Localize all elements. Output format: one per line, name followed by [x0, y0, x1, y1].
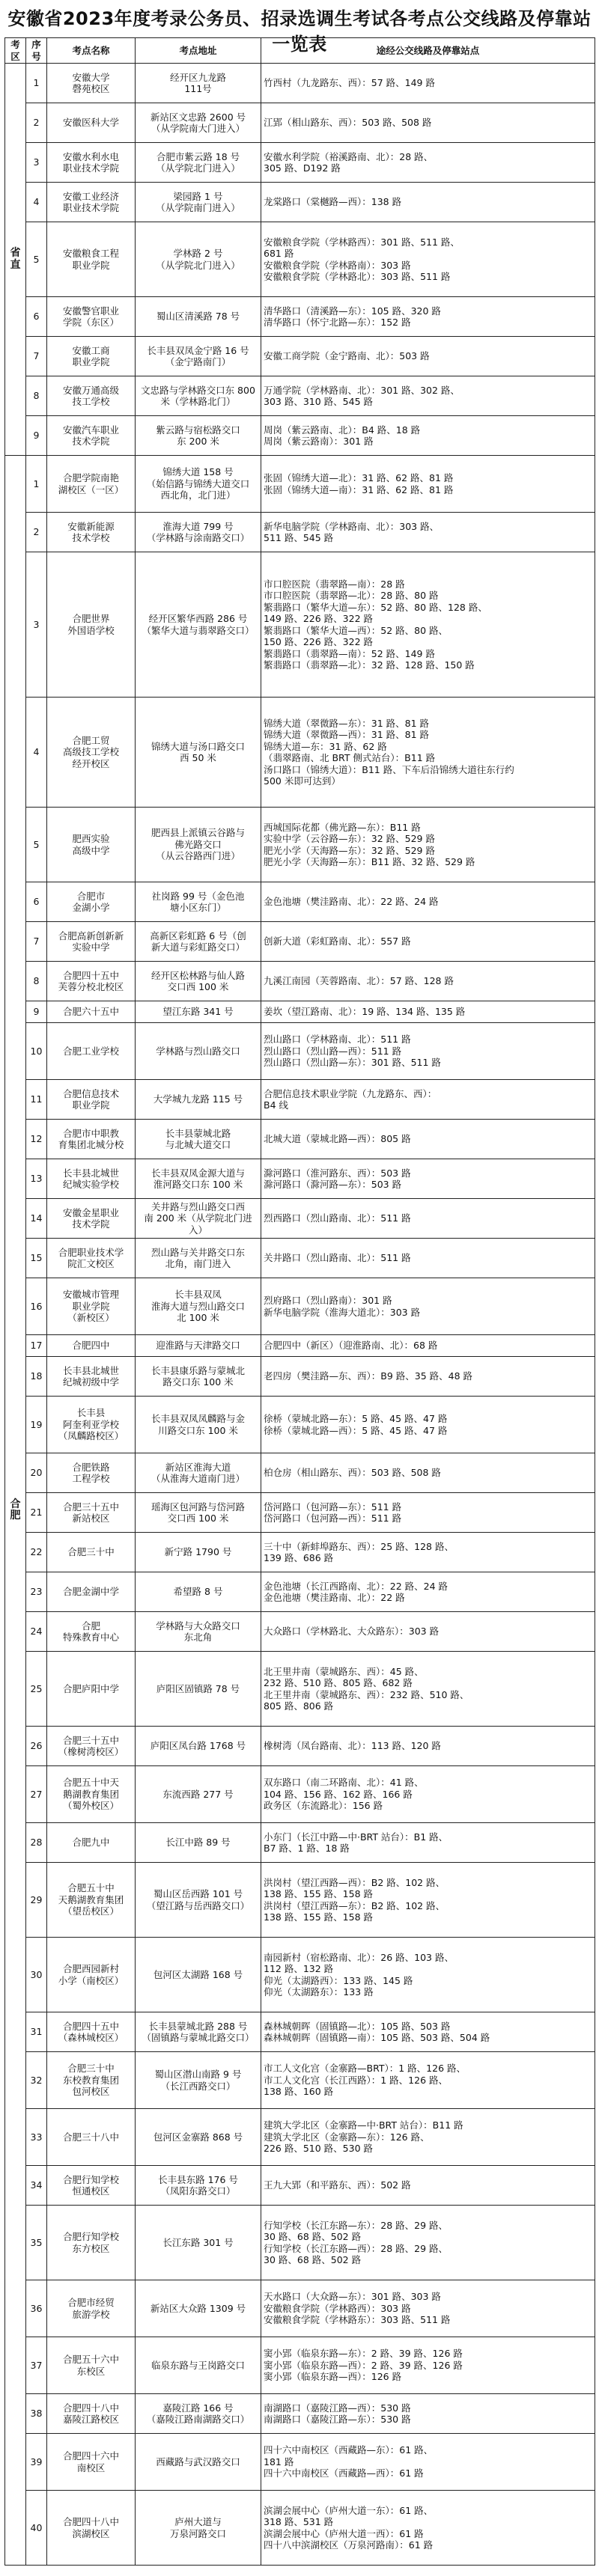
venue-address-cell: 包河区太湖路 168 号 — [136, 1938, 261, 2012]
venue-address-cell: 长丰县蒙城北路 288 号 （固镇路与蒙城北路交口） — [136, 2012, 261, 2052]
table-row — [5, 1239, 595, 1278]
venue-address-cell: 长丰县蒙城北路 与北城大道交口 — [136, 1120, 261, 1159]
bus-route-cell: 行知学校（长江东路—东）：28 路、29 路、 30 路、68 路、502 路 行知学校（长江东路—西）：28 路、29 路、 30 路、68 路、502 路 — [261, 2206, 595, 2280]
table-row — [5, 2166, 595, 2206]
seq-cell: 23 — [26, 1572, 47, 1612]
venue-name-cell: 安徽金星职业 技术学院 — [47, 1199, 136, 1239]
venue-name-cell: 安徽汽车职业 技术学院 — [47, 416, 136, 456]
bus-route-cell: 南湖路口（嘉陵江路—西）：530 路 南湖路口（嘉陵江路—东）：530 路 — [261, 2394, 595, 2434]
seq-cell: 36 — [26, 2280, 47, 2337]
bus-route-cell: 北王里井南（蒙城路东、西）：45 路、 232 路、510 路、805 路、682 路 北王里井南（蒙城路东、西）：232 路、510 路、 805 路、806 路 — [261, 1652, 595, 1727]
table-row — [5, 1823, 595, 1863]
bus-route-cell: 安徽水利学院（裕溪路南、北）：28 路、 305 路、D192 路 — [261, 143, 595, 183]
venue-address-cell: 庐州大道与 万泉河路交口 — [136, 2491, 261, 2566]
venue-address-cell: 学林路与烈山路交口 — [136, 1023, 261, 1080]
header-addr: 考点地址 — [136, 38, 261, 64]
venue-address-cell: 望江东路 341 号 — [136, 1001, 261, 1023]
venue-name-cell: 合肥西园新村 小学（南校区） — [47, 1938, 136, 2012]
seq-cell: 9 — [26, 1001, 47, 1023]
header-name: 考点名称 — [47, 38, 136, 64]
bus-route-cell: 岱河路口（包河路—东）：511 路 岱河路口（包河路—西）：511 路 — [261, 1493, 595, 1533]
seq-cell: 32 — [26, 2052, 47, 2109]
bus-route-cell: 三十中（新蚌埠路东、西）：25 路、128 路、 139 路、686 路 — [261, 1533, 595, 1572]
seq-cell: 21 — [26, 1493, 47, 1533]
table-row — [5, 922, 595, 962]
table-row — [5, 2337, 595, 2394]
venue-address-cell: 社岗路 99 号（金色池 塘小区东门） — [136, 882, 261, 922]
table-row — [5, 64, 595, 103]
venue-name-cell: 合肥 特殊教育中心 — [47, 1612, 136, 1652]
table-row — [5, 513, 595, 552]
venue-name-cell: 合肥三十五中 新站校区 — [47, 1493, 136, 1533]
venue-address-cell: 经开区九龙路 111号 — [136, 64, 261, 103]
region-cell: 省直 — [5, 64, 26, 456]
venue-address-cell: 经开区繁华西路 286 号 （繁华大道与翡翠路交口） — [136, 552, 261, 698]
bus-route-cell: 天水路口（大众路—东）：301 路、303 路 安徽粮食学院（学林路西）：303 路 安徽粮食学院（学林路东）：303 路、511 路 — [261, 2280, 595, 2337]
bus-route-cell: 周岗（紫云路南、北）：B4 路、18 路 周岗（紫云路南）：301 路 — [261, 416, 595, 456]
seq-cell: 5 — [26, 222, 47, 297]
venue-name-cell: 安徽城市管理 职业学院 （新校区） — [47, 1278, 136, 1335]
bus-route-cell: 建筑大学北区（金寨路—中·BRT 站台）：B11 路 建筑大学北区（金寨路—东）：126 路、 226 路、510 路、530 路 — [261, 2109, 595, 2166]
venue-name-cell: 合肥四十八中 嘉陵江路校区 — [47, 2394, 136, 2434]
bus-route-cell: 姜坎（望江路南、北）：19 路、134 路、135 路 — [261, 1001, 595, 1023]
table-row — [5, 808, 595, 882]
venue-address-cell: 蜀山区潜山南路 9 号 （长江西路交口） — [136, 2052, 261, 2109]
bus-route-cell: 滨湖会展中心（庐州大道一东）：61 路、 318 路、531 路 滨湖会展中心（庐州大道一西）：61 路 四十八中滨湖校区（万泉河路南）：61 路 — [261, 2491, 595, 2566]
table-row — [5, 1397, 595, 1453]
venue-name-cell: 合肥四十六中 南校区 — [47, 2434, 136, 2491]
venue-name-cell: 合肥工贸 高级技工学校 经开校区 — [47, 698, 136, 808]
venue-address-cell: 大学城九龙路 115 号 — [136, 1080, 261, 1120]
venue-name-cell: 安徽水利水电 职业技术学院 — [47, 143, 136, 183]
bus-route-cell: 张固（锦绣大道—北）：31 路、62 路、81 路 张固（锦绣大道—南）：31 路、62 路、81 路 — [261, 456, 595, 513]
bus-route-cell: 金色池塘（樊洼路南、北）：22 路、24 路 — [261, 882, 595, 922]
seq-cell: 7 — [26, 337, 47, 376]
seq-cell: 31 — [26, 2012, 47, 2052]
seq-cell: 2 — [26, 513, 47, 552]
seq-cell: 4 — [26, 698, 47, 808]
seq-cell: 14 — [26, 1199, 47, 1239]
venue-address-cell: 长丰县双凤 淮海大道与烈山路交口 北 100 米 — [136, 1278, 261, 1335]
venue-name-cell: 合肥庐阳中学 — [47, 1652, 136, 1727]
venue-address-cell: 淮海大道 799 号 （学林路与涂南路交口） — [136, 513, 261, 552]
venue-name-cell: 合肥五十六中 东校区 — [47, 2337, 136, 2394]
table-row — [5, 962, 595, 1001]
venue-name-cell: 合肥市经贸 旅游学校 — [47, 2280, 136, 2337]
venue-name-cell: 长丰县 阿奎利亚学校 （凤麟路校区） — [47, 1397, 136, 1453]
bus-route-cell: 烈山路口（学林路南、北）：511 路 烈山路口（烈山路—西）：511 路 烈山路口（烈山路—东）：301 路、511 路 — [261, 1023, 595, 1080]
table-row — [5, 1938, 595, 2012]
table-row — [5, 1080, 595, 1120]
venue-name-cell: 合肥学院南艳 湖校区（一区） — [47, 456, 136, 513]
venue-name-cell: 安徽工商 职业学院 — [47, 337, 136, 376]
venue-address-cell: 长丰县双凤金源大道与 淮河路交口东 100 米 — [136, 1159, 261, 1199]
seq-cell: 17 — [26, 1335, 47, 1357]
seq-cell: 18 — [26, 1357, 47, 1397]
bus-route-cell: 合肥四中（新区）（迎淮路南、北）：68 路 — [261, 1335, 595, 1357]
seq-cell: 39 — [26, 2434, 47, 2491]
seq-cell: 4 — [26, 183, 47, 222]
bus-route-cell: 四十六中南校区（西藏路—东）：61 路、 181 路 四十六中南校区（西藏路—西）：61 路 — [261, 2434, 595, 2491]
table-row — [5, 416, 595, 456]
venue-name-cell: 合肥六十五中 — [47, 1001, 136, 1023]
venue-name-cell: 安徽医科大学 — [47, 103, 136, 143]
table-row — [5, 2052, 595, 2109]
bus-route-cell: 竹西村（九龙路东、西）：57 路、149 路 — [261, 64, 595, 103]
venue-address-cell: 新站区文忠路 2600 号 （从学院南大门进入） — [136, 103, 261, 143]
bus-route-cell: 九溪江南园（芙蓉路南、北）：57 路、128 路 — [261, 962, 595, 1001]
venue-address-cell: 梁园路 1 号 （从学院南门进入） — [136, 183, 261, 222]
table-row — [5, 1199, 595, 1239]
bus-route-cell: 烈府路口（烈山路南）：301 路 新华电脑学院（淮海大道北）：303 路 — [261, 1278, 595, 1335]
seq-cell: 35 — [26, 2206, 47, 2280]
venue-name-cell: 安徽大学 磬苑校区 — [47, 64, 136, 103]
seq-cell: 40 — [26, 2491, 47, 2566]
venue-address-cell: 紫云路与宿松路交口 东 200 米 — [136, 416, 261, 456]
seq-cell: 33 — [26, 2109, 47, 2166]
venue-name-cell: 安徽工业经济 职业技术学院 — [47, 183, 136, 222]
bus-route-cell: 金色池塘（长江西路南、北）：22 路、24 路 金色池塘（樊洼路南、北）：22 路 — [261, 1572, 595, 1612]
seq-cell: 12 — [26, 1120, 47, 1159]
venue-name-cell: 合肥信息技术 职业学院 — [47, 1080, 136, 1120]
venue-name-cell: 合肥九中 — [47, 1823, 136, 1863]
venue-address-cell: 高新区彩虹路 6 号（创 新大道与彩虹路交口） — [136, 922, 261, 962]
table-row — [5, 1159, 595, 1199]
venue-address-cell: 锦绣大道与汤口路交口 西 50 米 — [136, 698, 261, 808]
table-row — [5, 183, 595, 222]
venue-name-cell: 长丰县北城世 纪城实验学校 — [47, 1159, 136, 1199]
seq-cell: 37 — [26, 2337, 47, 2394]
venue-name-cell: 安徽警官职业 学院（东区） — [47, 297, 136, 337]
bus-route-cell: 徐桥（蒙城北路—东）：5 路、45 路、47 路 徐桥（蒙城北路—西）：5 路、45 路、47 路 — [261, 1397, 595, 1453]
venue-address-cell: 新宁路 1790 号 — [136, 1533, 261, 1572]
venue-address-cell: 长丰县双凤凤麟路与金 川路交口东 100 米 — [136, 1397, 261, 1453]
table-row — [5, 1001, 595, 1023]
bus-route-cell: 窦小郢（临泉东路—东）：2 路、39 路、126 路 窦小郢（临泉东路—西）：2 路、39 路、126 路 窦小郢（临泉东路—西）：126 路 — [261, 2337, 595, 2394]
seq-cell: 25 — [26, 1652, 47, 1727]
venue-name-cell: 合肥市中职教 育集团北城分校 — [47, 1120, 136, 1159]
venue-name-cell: 合肥五十中 天鹅湖教育集团 （望岳校区） — [47, 1863, 136, 1938]
venue-name-cell: 合肥行知学校 恒通校区 — [47, 2166, 136, 2206]
table-row — [5, 1863, 595, 1938]
venue-address-cell: 西藏路与武汉路交口 — [136, 2434, 261, 2491]
bus-route-cell: 锦绣大道（翠微路—东）：31 路、81 路 锦绣大道（翠微路—西）：31 路、81 路 锦绣大道—东：31 路、62 路 （翡翠路南、北 BRT 侧式站台）：B11 路 汤口路口（锦绣大道）：B11 路、下车后沿锦绣大道往东行约 500 米即可达到） — [261, 698, 595, 808]
venue-address-cell: 锦绣大道 158 号 （始信路与锦绣大道交口 西北角，北门进） — [136, 456, 261, 513]
bus-route-cell: 北城大道（蒙城北路—西）：805 路 — [261, 1120, 595, 1159]
venue-address-cell: 学林路与大众路交口 东北角 — [136, 1612, 261, 1652]
table-row — [5, 456, 595, 513]
bus-route-cell: 清华路口（清溪路—东）：105 路、320 路 清华路口（怀宁北路—东）：152 路 — [261, 297, 595, 337]
venue-name-cell: 合肥行知学校 东方校区 — [47, 2206, 136, 2280]
venue-address-cell: 迎淮路与天津路交口 — [136, 1335, 261, 1357]
venue-address-cell: 临泉东路与王岗路交口 — [136, 2337, 261, 2394]
table-row — [5, 2012, 595, 2052]
venue-address-cell: 文忠路与学林路交口东 800 米（学林路北门） — [136, 376, 261, 416]
venue-address-cell: 庐阳区固镇路 78 号 — [136, 1652, 261, 1727]
table-row — [5, 2394, 595, 2434]
seq-cell: 22 — [26, 1533, 47, 1572]
table-row — [5, 2491, 595, 2566]
bus-route-cell: 创新大道（彩虹路南、北）：557 路 — [261, 922, 595, 962]
venue-address-cell: 嘉陵江路 166 号 （嘉陵江路南湖路交口） — [136, 2394, 261, 2434]
seq-cell: 3 — [26, 552, 47, 698]
bus-route-cell: 万通学院（学林路南、北）：301 路、302 路、 303 路、310 路、545 路 — [261, 376, 595, 416]
bus-route-cell: 关井路口（烈山路南、北）：511 路 — [261, 1239, 595, 1278]
table-row — [5, 2206, 595, 2280]
header-region: 考区 — [5, 38, 26, 64]
seq-cell: 27 — [26, 1766, 47, 1823]
seq-cell: 6 — [26, 297, 47, 337]
venue-name-cell: 合肥三十中 东校教育集团 包河校区 — [47, 2052, 136, 2109]
table-row — [5, 337, 595, 376]
bus-route-cell: 老四房（樊洼路—东、西）：B9 路、35 路、48 路 — [261, 1357, 595, 1397]
seq-cell: 24 — [26, 1612, 47, 1652]
venue-address-cell: 烈山路与关井路交口东 北角，南门进入 — [136, 1239, 261, 1278]
venue-address-cell: 新站区淮海大道 （从淮海大道南门进） — [136, 1453, 261, 1493]
venue-name-cell: 合肥高新创新新 实验中学 — [47, 922, 136, 962]
table-row — [5, 698, 595, 808]
seq-cell: 9 — [26, 416, 47, 456]
bus-route-cell: 市工人文化宫（金寨路—BRT）：1 路、126 路、 市工人文化宫（长江西路）：1 路、126 路、 138 路、160 路 — [261, 2052, 595, 2109]
seq-cell: 11 — [26, 1080, 47, 1120]
venue-address-cell: 肥西县上派镇云谷路与 佛光路交口 （从云谷路西门进） — [136, 808, 261, 882]
venue-address-cell: 包河区金寨路 868 号 — [136, 2109, 261, 2166]
venue-address-cell: 长丰县康乐路与蒙城北 路交口东 100 米 — [136, 1357, 261, 1397]
table-row — [5, 376, 595, 416]
page-title: 安徽省2023年度考录公务员、招录选调生考试各考点公交线路及停靠站一览表 — [7, 8, 592, 55]
seq-cell: 28 — [26, 1823, 47, 1863]
table-row — [5, 552, 595, 698]
seq-cell: 30 — [26, 1938, 47, 2012]
venue-name-cell: 合肥金湖中学 — [47, 1572, 136, 1612]
seq-cell: 10 — [26, 1023, 47, 1080]
seq-cell: 2 — [26, 103, 47, 143]
table-row — [5, 1357, 595, 1397]
venue-name-cell: 合肥铁路 工程学校 — [47, 1453, 136, 1493]
bus-route-cell: 烈西路口（烈山路南、北）：511 路 — [261, 1199, 595, 1239]
venue-name-cell: 安徽粮食工程 职业学院 — [47, 222, 136, 297]
venue-name-cell: 合肥四中 — [47, 1335, 136, 1357]
venue-name-cell: 合肥四十五中 芙蓉分校北校区 — [47, 962, 136, 1001]
seq-cell: 34 — [26, 2166, 47, 2206]
bus-route-cell: 安徽工商学院（金宁路南、北）：503 路 — [261, 337, 595, 376]
table-body — [5, 64, 595, 2566]
seq-cell: 13 — [26, 1159, 47, 1199]
table-row — [5, 297, 595, 337]
venue-address-cell: 蜀山区岳西路 101 号 （望江路与岳西路交口） — [136, 1863, 261, 1938]
bus-route-cell: 滁河路口（淮河路东、西）：503 路 滁河路口（滁河路—东）：503 路 — [261, 1159, 595, 1199]
table-row — [5, 1766, 595, 1823]
venue-address-cell: 瑶海区包河路与岱河路 交口西 100 米 — [136, 1493, 261, 1533]
venue-address-cell: 长江东路 301 号 — [136, 2206, 261, 2280]
bus-route-cell: 市口腔医院（翡翠路—南）：28 路 市口腔医院（翡翠路—北）：28 路、80 路 繁翡路口（繁华大道—东）：52 路、80 路、128 路、 149 路、226 路、322 路 繁翡路口（繁华大道—西）：52 路、80 路、 150 路、226 路、322 路 繁翡路口（翡翠路—南）：52 路、149 路 繁翡路口（翡翠路—北）：32 路、128 路、150 路 — [261, 552, 595, 698]
seq-cell: 15 — [26, 1239, 47, 1278]
seq-cell: 16 — [26, 1278, 47, 1335]
table-row — [5, 103, 595, 143]
bus-route-cell: 江郢（相山路东、西）：503 路、508 路 — [261, 103, 595, 143]
seq-cell: 8 — [26, 376, 47, 416]
seq-cell: 8 — [26, 962, 47, 1001]
bus-route-cell: 洪岗村（望江西路—西）：B2 路、102 路、 138 路、155 路、158 路 洪岗村（望江西路—东）：B2 路、102 路、 138 路、155 路、158 路 — [261, 1863, 595, 1938]
table-row — [5, 1572, 595, 1612]
venue-name-cell: 合肥职业技术学 院汇文校区 — [47, 1239, 136, 1278]
venue-address-cell: 蜀山区清溪路 78 号 — [136, 297, 261, 337]
venue-name-cell: 合肥五十中天 鹅湖教育集团 （蜀外校区） — [47, 1766, 136, 1823]
bus-route-cell: 安徽粮食学院（学林路西）：301 路、511 路、 681 路 安徽粮食学院（学林路南）：303 路 安徽粮食学院（学林路北）：303 路、511 路 — [261, 222, 595, 297]
table-row — [5, 1278, 595, 1335]
table-row — [5, 1533, 595, 1572]
table-row — [5, 143, 595, 183]
venue-name-cell: 合肥三十中 — [47, 1533, 136, 1572]
venue-address-cell: 经开区松林路与仙人路 交口西 100 米 — [136, 962, 261, 1001]
seq-cell: 26 — [26, 1727, 47, 1766]
seq-cell: 1 — [26, 64, 47, 103]
seq-cell: 6 — [26, 882, 47, 922]
table-row — [5, 1727, 595, 1766]
bus-route-cell: 双东路口（南二环路南、北）：41 路、 104 路、156 路、162 路、166 路 政务区（东流路北）：156 路 — [261, 1766, 595, 1823]
venue-address-cell: 长丰县东路 176 号 （凤阳东路交口） — [136, 2166, 261, 2206]
seq-cell: 7 — [26, 922, 47, 962]
venue-name-cell: 长丰县北城世 纪城初级中学 — [47, 1357, 136, 1397]
seq-cell: 19 — [26, 1397, 47, 1453]
venue-name-cell: 合肥四十八中 滨湖校区 — [47, 2491, 136, 2566]
seq-cell: 5 — [26, 808, 47, 882]
table-row — [5, 2434, 595, 2491]
seq-cell: 1 — [26, 456, 47, 513]
venue-address-cell: 长江中路 89 号 — [136, 1823, 261, 1863]
bus-route-cell: 小东门（长江中路—中·BRT 站台）：B1 路、 B7 路、1 路、18 路 — [261, 1823, 595, 1863]
seq-cell: 29 — [26, 1863, 47, 1938]
table-row — [5, 1493, 595, 1533]
venue-address-cell: 关井路与烈山路交口西 南 200 米（从学院北门进入） — [136, 1199, 261, 1239]
bus-route-cell: 柏仓房（相山路东、西）：503 路、508 路 — [261, 1453, 595, 1493]
venue-address-cell: 合肥市紫云路 18 号 （从学院北门进入） — [136, 143, 261, 183]
venue-address-cell: 长丰县双凤金宁路 16 号 （金宁路南门） — [136, 337, 261, 376]
table-row — [5, 1335, 595, 1357]
bus-route-cell: 龙棠路口（棠樾路—西）：138 路 — [261, 183, 595, 222]
venue-name-cell: 合肥世界 外国语学校 — [47, 552, 136, 698]
bus-route-cell: 大众路口（学林路北、大众路东）：303 路 — [261, 1612, 595, 1652]
venue-address-cell: 新站区大众路 1309 号 — [136, 2280, 261, 2337]
table-row — [5, 2109, 595, 2166]
bus-route-cell: 新华电脑学院（学林路南、北）：303 路、 511 路、545 路 — [261, 513, 595, 552]
table-row — [5, 222, 595, 297]
bus-route-cell: 王九大郢（和平路东、西）：502 路 — [261, 2166, 595, 2206]
bus-route-cell: 橡树湾（凤台路南、北）：113 路、120 路 — [261, 1727, 595, 1766]
table-row — [5, 882, 595, 922]
venue-name-cell: 合肥工业学校 — [47, 1023, 136, 1080]
bus-route-cell: 合肥信息技术职业学院（九龙路东、西）： B4 线 — [261, 1080, 595, 1120]
header-seq: 序号 — [26, 38, 47, 64]
exam-venue-table — [4, 37, 595, 2566]
bus-route-cell: 南园新村（宿松路南、北）：26 路、103 路、 112 路、132 路 仰光（太湖路西）：133 路、145 路 仰光（太湖路东）：133 路 — [261, 1938, 595, 2012]
venue-address-cell: 庐阳区凤台路 1768 号 — [136, 1727, 261, 1766]
venue-name-cell: 安徽新能源 技术学校 — [47, 513, 136, 552]
venue-address-cell: 东流西路 277 号 — [136, 1766, 261, 1823]
table-row — [5, 1612, 595, 1652]
region-cell: 合肥 — [5, 456, 26, 2566]
bus-route-cell: 森林城朝晖（固镇路—北）：105 路、503 路 森林城朝晖（固镇路—南）：105 路、503 路、504 路 — [261, 2012, 595, 2052]
venue-name-cell: 合肥三十八中 — [47, 2109, 136, 2166]
table-row — [5, 1453, 595, 1493]
header-bus: 途经公交线路及停靠站点 — [261, 38, 595, 64]
seq-cell: 38 — [26, 2394, 47, 2434]
seq-cell: 3 — [26, 143, 47, 183]
venue-address-cell: 学林路 2 号 （从学院北门进入） — [136, 222, 261, 297]
table-row — [5, 1023, 595, 1080]
table-row — [5, 1120, 595, 1159]
venue-name-cell: 肥西实验 高级中学 — [47, 808, 136, 882]
venue-name-cell: 安徽万通高级 技工学校 — [47, 376, 136, 416]
bus-route-cell: 西城国际花都（佛光路—东）：B11 路 实验中学（云谷路—东）：32 路、529 路 肥光小学（天海路—东）：32 路、529 路 肥光小学（天海路—东）：B11 路、32 路、529 路 — [261, 808, 595, 882]
table-row — [5, 1652, 595, 1727]
venue-name-cell: 合肥市 金湖小学 — [47, 882, 136, 922]
seq-cell: 20 — [26, 1453, 47, 1493]
table-row — [5, 2280, 595, 2337]
venue-name-cell: 合肥四十五中 （森林城校区） — [47, 2012, 136, 2052]
venue-name-cell: 合肥三十五中 （橡树湾校区） — [47, 1727, 136, 1766]
venue-address-cell: 希望路 8 号 — [136, 1572, 261, 1612]
